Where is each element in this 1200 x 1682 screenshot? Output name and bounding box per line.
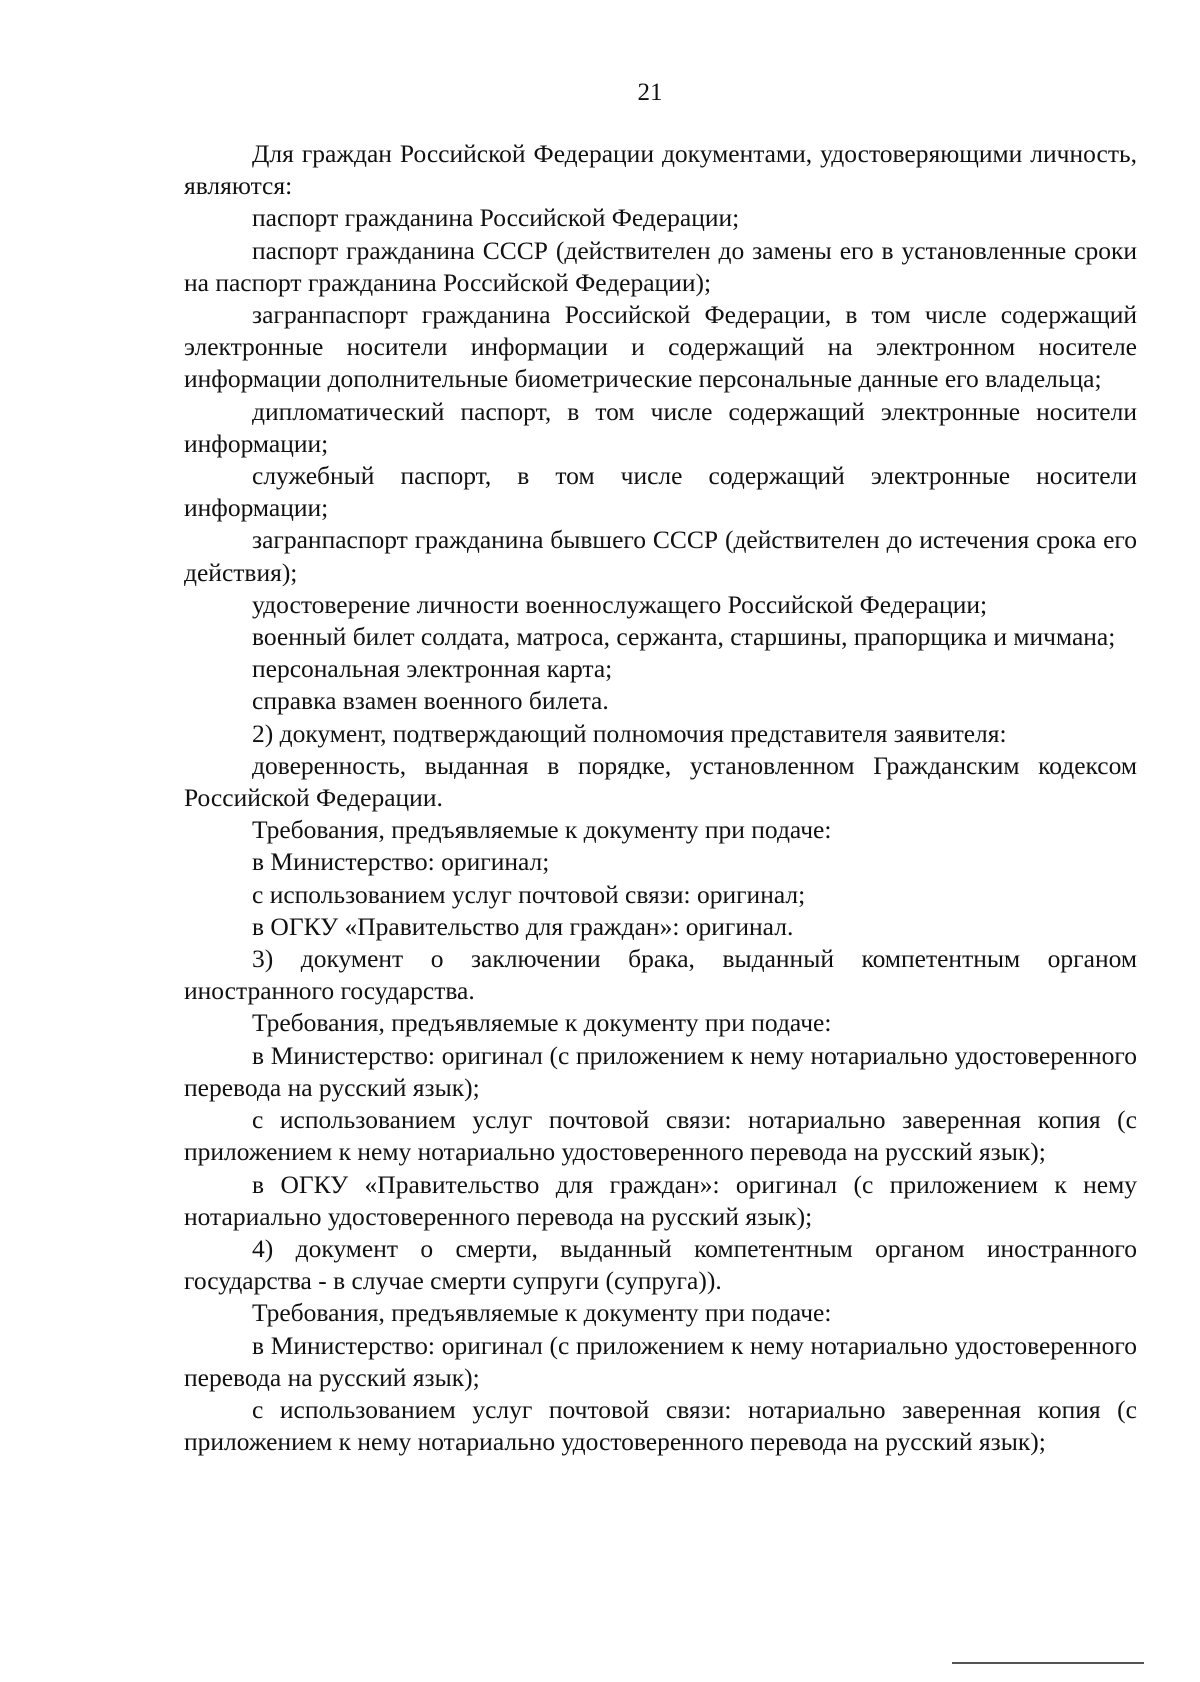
list-item-diplomatic-passport: дипломатический паспорт, в том числе содержащий электронные носители информации; [184, 396, 1137, 458]
section-2-requirements: Требования, предъявляемые к документу при подаче: [252, 815, 832, 845]
section-4-requirements: Требования, предъявляемые к документу при подаче: [252, 1298, 832, 1328]
list-item-military-id: удостоверение личности военнослужащего Российской Федерации; [252, 589, 988, 619]
section-4-ministry: в Министерство: оригинал (с приложением к нему нотариально удостоверенного перевода на русский язык); [184, 1330, 1137, 1392]
page-number: 21 [637, 79, 663, 106]
footer-divider [952, 1662, 1144, 1664]
section-4-postal: с использованием услуг почтовой связи: нотариально заверенная копия (с приложением к нему нотариально удостоверенного перевода на русский язык); [184, 1394, 1137, 1457]
section-3-heading: 3) документ о заключении брака, выданный компетентным органом иностранного государства. [184, 944, 1137, 1006]
list-item-service-passport: служебный паспорт, в том числе содержащий электронные носители информации; [184, 461, 1137, 523]
section-2-ministry: в Министерство: оригинал; [252, 847, 550, 877]
section-2-postal: с использованием услуг почтовой связи: оригинал; [252, 879, 806, 909]
list-item-military-ticket: военный билет солдата, матроса, сержанта, старшины, прапорщика и мичмана; [252, 622, 1116, 652]
list-item-personal-card: персональная электронная карта; [252, 654, 613, 684]
paragraph-intro: Для граждан Российской Федерации документами, удостоверяющими личность, являются: [184, 139, 1137, 201]
list-item-foreign-passport-rf: загранпаспорт гражданина Российской Федерации, в том числе содержащий электронные носители информации и содержащий на электронном носителе информации дополнительные биометрические персональные данные его владельца; [184, 300, 1137, 394]
section-4-heading: 4) документ о смерти, выданный компетентным органом иностранного государства - в случае смерти супруги (супруга)). [184, 1233, 1137, 1296]
section-2-heading: 2) документ, подтверждающий полномочия представителя заявителя: [252, 718, 1007, 748]
section-3-ogku: в ОГКУ «Правительство для граждан»: оригинал (с приложением к нему нотариально удостоверенного перевода на русский язык); [184, 1169, 1137, 1231]
section-2-ogku: в ОГКУ «Правительство для граждан»: оригинал. [252, 911, 794, 941]
section-3-postal: с использованием услуг почтовой связи: нотариально заверенная копия (с приложением к нему нотариально удостоверенного перевода на русский язык); [184, 1105, 1137, 1167]
section-2-power-of-attorney: доверенность, выданная в порядке, установленном Гражданским кодексом Российской Федерации. [184, 750, 1137, 813]
document-body [184, 138, 1137, 1458]
section-3-requirements: Требования, предъявляемые к документу при подаче: [252, 1008, 832, 1038]
list-item-certificate: справка взамен военного билета. [252, 686, 609, 716]
section-3-ministry: в Министерство: оригинал (с приложением к нему нотариально удостоверенного перевода на русский язык); [184, 1040, 1137, 1102]
list-item-passport-ussr: паспорт гражданина СССР (действителен до замены его в установленные сроки на паспорт гражданина Российской Федерации); [184, 235, 1137, 297]
list-item-passport-rf: паспорт гражданина Российской Федерации; [252, 203, 740, 233]
list-item-foreign-passport-ussr: загранпаспорт гражданина бывшего СССР (действителен до истечения срока его действия); [184, 525, 1137, 587]
